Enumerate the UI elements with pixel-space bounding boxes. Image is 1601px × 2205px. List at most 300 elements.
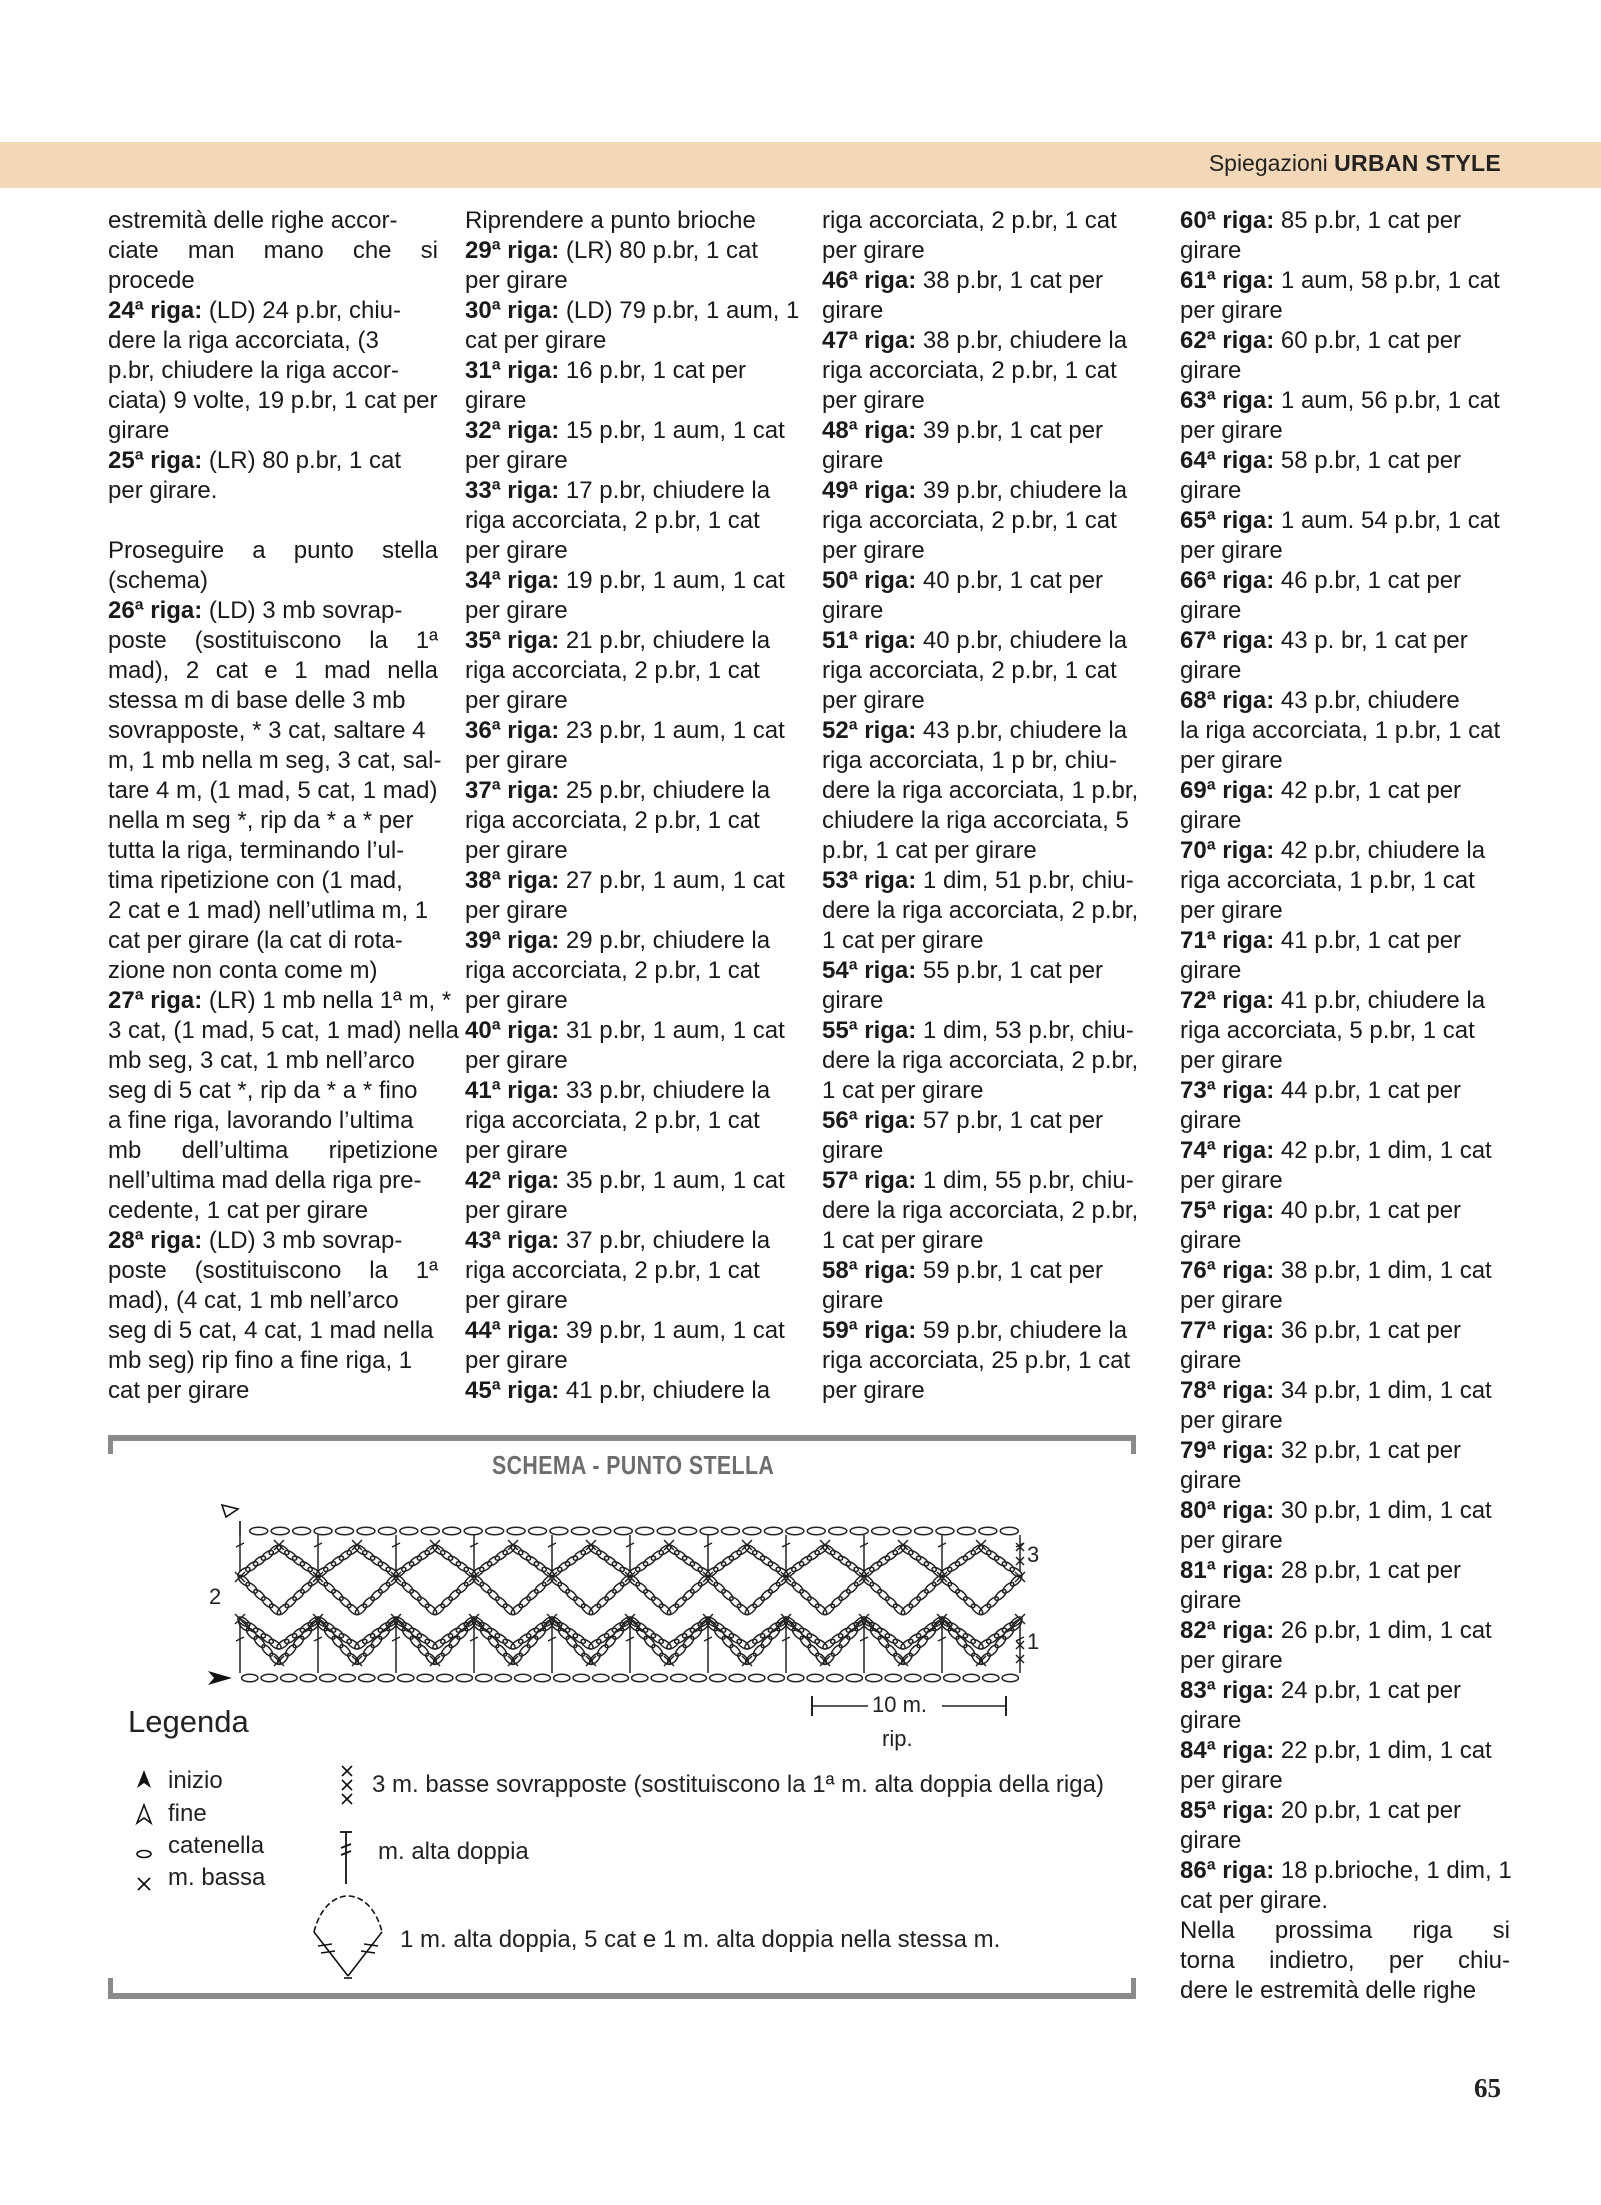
chain-stitch [244, 1581, 259, 1595]
row-number: 80ª riga: [1180, 1497, 1275, 1524]
chain-stitch [439, 1595, 454, 1609]
chain-stitch [884, 1549, 899, 1562]
line-text: girare [822, 597, 884, 624]
chain-stitch [827, 1674, 843, 1682]
chain-stitch [408, 1588, 423, 1602]
line-text: cedente, 1 cat per girare [108, 1197, 369, 1224]
text-line [1180, 1736, 1510, 1766]
chain-stitch [767, 1581, 782, 1595]
chain-stitch [681, 1554, 696, 1567]
row-number: 81ª riga: [1180, 1557, 1275, 1584]
legend-three-sc: 3 m. basse sovrapposte (sostituiscono la 1ª m. alta doppia della riga) [372, 1771, 1104, 1798]
text-line [108, 1346, 438, 1376]
chain-stitch [338, 1595, 353, 1609]
line-text: cat per girare [465, 327, 607, 354]
chain-stitch [936, 1527, 954, 1535]
line-text: 39 p.br, 1 aum, 1 cat [559, 1317, 785, 1344]
chain-stitch [915, 1554, 930, 1567]
text-line [1180, 1586, 1510, 1616]
text-line [465, 296, 800, 326]
line-text: riga accorciata, 25 p.br, 1 cat [822, 1347, 1131, 1374]
chain-stitch [954, 1554, 969, 1567]
chain-stitch [357, 1527, 375, 1535]
text-line [108, 1016, 459, 1046]
chain-stitch [494, 1632, 509, 1645]
text-line [1180, 1076, 1510, 1106]
text-line [1180, 626, 1510, 656]
line-text: girare [1180, 1467, 1242, 1494]
text-line [465, 1286, 795, 1316]
chain-stitch [759, 1554, 774, 1567]
chain-stitch [907, 1549, 922, 1562]
row-number: 30ª riga: [465, 297, 560, 324]
line-text: 18 p.brioche, 1 dim, 1 [1274, 1857, 1512, 1884]
text-line [465, 1196, 795, 1226]
row-number: 65ª riga: [1180, 507, 1275, 534]
chain-stitch [261, 1674, 277, 1682]
end-marker [222, 1505, 238, 1517]
line-text: per girare. [108, 477, 218, 504]
text-line [108, 416, 438, 446]
line-text: girare [822, 447, 884, 474]
chain-stitch [354, 1602, 369, 1616]
text-line [822, 1346, 1152, 1376]
text-line [465, 1166, 795, 1196]
text-line [822, 1016, 1152, 1046]
row-number: 75ª riga: [1180, 1197, 1275, 1224]
row-number: 29ª riga: [465, 237, 560, 264]
line-text: (LR) 1 mb nella 1ª m, * [202, 987, 452, 1014]
chain-stitch [837, 1588, 852, 1602]
text-line [1180, 836, 1510, 866]
text-line [108, 236, 438, 266]
line-text: poste (sostituiscono la 1ª [108, 1257, 438, 1284]
line-text: 1 cat per girare [822, 1227, 984, 1254]
row-number: 83ª riga: [1180, 1677, 1275, 1704]
chain-stitch [439, 1549, 454, 1562]
line-text: per girare [1180, 1287, 1283, 1314]
chain-stitch [283, 1595, 298, 1609]
text-line [1180, 1616, 1510, 1646]
three-sc-icon [338, 1762, 358, 1812]
line-text: procede [108, 267, 195, 294]
chain-stitch [728, 1595, 743, 1609]
line-text: per girare [465, 1287, 568, 1314]
line-text: per girare [822, 237, 925, 264]
chain-stitch [456, 1674, 472, 1682]
chain-stitch [829, 1632, 844, 1645]
line-text: per girare [1180, 1047, 1283, 1074]
chain-stitch [900, 1602, 915, 1616]
chain-stitch [681, 1588, 696, 1602]
text-line [108, 536, 438, 566]
text-line [108, 596, 438, 626]
line-text: Proseguire a punto stella [108, 537, 438, 564]
chain-stitch [829, 1595, 844, 1609]
chain-stitch [1002, 1674, 1018, 1682]
chain-stitch [250, 1527, 268, 1535]
chain-stitch [564, 1554, 579, 1567]
text-line [822, 476, 1152, 506]
line-text: 26 p.br, 1 dim, 1 cat [1274, 1617, 1492, 1644]
chain-stitch [495, 1674, 511, 1682]
line-text: 57 p.br, 1 cat per [916, 1107, 1104, 1134]
line-text: 40 p.br, 1 cat per [1274, 1197, 1462, 1224]
row-number: 51ª riga: [822, 627, 917, 654]
legend-chain: catenella [168, 1832, 265, 1859]
row-number: 45ª riga: [465, 1377, 560, 1404]
chain-stitch [743, 1527, 761, 1535]
chain-stitch [924, 1674, 940, 1682]
line-text: per girare [465, 267, 568, 294]
chain-stitch [798, 1554, 813, 1567]
text-line [465, 1346, 795, 1376]
chain-stitch [260, 1595, 275, 1609]
chain-stitch [914, 1527, 932, 1535]
text-line [1180, 1496, 1510, 1526]
line-text: 25 p.br, chiudere la [559, 777, 771, 804]
line-text: seg di 5 cat *, rip da * a * fino [108, 1077, 418, 1104]
row-number: 43ª riga: [465, 1227, 560, 1254]
chain-stitch [464, 1527, 482, 1535]
text-line [108, 806, 438, 836]
row-number: 44ª riga: [465, 1317, 560, 1344]
row-number: 47ª riga: [822, 327, 917, 354]
chain-stitch [486, 1554, 501, 1567]
row-number: 85ª riga: [1180, 1797, 1275, 1824]
line-text: p.br, 1 cat per girare [822, 837, 1037, 864]
line-text: riga accorciata, 2 p.br, 1 cat [822, 207, 1117, 234]
text-line [108, 1046, 438, 1076]
row-number: 38ª riga: [465, 867, 560, 894]
text-line [822, 536, 1152, 566]
chain-stitch [788, 1674, 804, 1682]
line-text: girare [1180, 357, 1242, 384]
row-number: 39ª riga: [465, 927, 560, 954]
text-line [465, 626, 795, 656]
chain-stitch [517, 1595, 532, 1609]
chain-stitch [650, 1549, 665, 1562]
text-line [822, 326, 1152, 356]
line-text: girare [822, 297, 884, 324]
chain-stitch [400, 1581, 415, 1595]
chain-stitch [954, 1588, 969, 1602]
chain-stitch [807, 1674, 823, 1682]
chain-stitch [416, 1595, 431, 1609]
chain-stitch [790, 1581, 805, 1595]
chain-stitch [979, 1527, 997, 1535]
chain-stitch [421, 1527, 439, 1535]
text-line [108, 356, 438, 386]
chain-stitch [866, 1674, 882, 1682]
repeat-sub-label: rip. [882, 1726, 913, 1751]
row-number: 54ª riga: [822, 957, 917, 984]
chain-stitch [533, 1581, 548, 1595]
row-number: 60ª riga: [1180, 207, 1275, 234]
chain-stitch [845, 1560, 860, 1573]
chain-stitch [437, 1674, 453, 1682]
line-text: a fine riga, lavorando l’ultima [108, 1107, 414, 1134]
chain-stitch [673, 1549, 688, 1562]
text-line [108, 686, 438, 716]
line-text: girare [1180, 597, 1242, 624]
line-text: (LR) 80 p.br, 1 cat [559, 237, 759, 264]
text-line [1180, 1826, 1510, 1856]
chain-stitch [554, 1674, 570, 1682]
line-text: 42 p.br, 1 dim, 1 cat [1274, 1137, 1492, 1164]
line-text: riga accorciata, 2 p.br, 1 cat [822, 357, 1117, 384]
chain-stitch [447, 1554, 462, 1567]
chain-stitch [260, 1549, 275, 1562]
line-text: riga accorciata, 2 p.br, 1 cat [465, 1257, 760, 1284]
chain-stitch [673, 1595, 688, 1609]
text-line [108, 476, 438, 506]
chain-stitch [768, 1674, 784, 1682]
line-text: cat per girare (la cat di rota- [108, 927, 403, 954]
chain-stitch [868, 1560, 883, 1573]
text-line [465, 1376, 795, 1406]
line-text: 20 p.br, 1 cat per [1274, 1797, 1462, 1824]
line-text: chiudere la riga accorciata, 5 [822, 807, 1129, 834]
line-text: 21 p.br, chiudere la [559, 627, 771, 654]
text-line [1180, 1946, 1510, 1976]
text-line [1180, 896, 1510, 926]
chain-stitch [846, 1674, 862, 1682]
text-line [465, 506, 795, 536]
text-line [108, 1136, 438, 1166]
chain-stitch [978, 1602, 993, 1616]
line-text: per girare [822, 537, 925, 564]
chain-stitch [749, 1674, 765, 1682]
text-line [822, 1136, 1152, 1166]
chain-stitch [515, 1674, 531, 1682]
text-line [1180, 566, 1510, 596]
text-line [465, 386, 795, 416]
line-text: 28 p.br, 1 cat per [1274, 1557, 1462, 1584]
chain-stitch [603, 1554, 618, 1567]
line-text: per girare [822, 687, 925, 714]
chain-stitch [283, 1632, 298, 1645]
text-line [108, 1076, 438, 1106]
text-line [1180, 1286, 1510, 1316]
line-text: girare [1180, 807, 1242, 834]
chain-stitch [291, 1554, 306, 1567]
chain-stitch [595, 1549, 610, 1562]
line-text: estremità delle righe accor- [108, 207, 398, 234]
chain-stitch [252, 1588, 267, 1602]
line-text: 31 p.br, 1 aum, 1 cat [559, 1017, 785, 1044]
chain-stitch [556, 1581, 571, 1595]
line-text: 43 p.br, chiudere la [916, 717, 1128, 744]
line-text: 1 aum, 56 p.br, 1 cat [1274, 387, 1500, 414]
text-line [1180, 686, 1510, 716]
row-number: 62ª riga: [1180, 327, 1275, 354]
row-number: 70ª riga: [1180, 837, 1275, 864]
row-number: 58ª riga: [822, 1257, 917, 1284]
chain-stitch [944, 1674, 960, 1682]
chain-stitch [983, 1674, 999, 1682]
chain-stitch [957, 1527, 975, 1535]
line-text: girare [465, 387, 527, 414]
line-text: girare [1180, 1827, 1242, 1854]
line-text: 41 p.br, chiudere la [559, 1377, 771, 1404]
chain-stitch [611, 1560, 626, 1573]
paragraph-gap [108, 506, 438, 536]
chain-stitch [907, 1595, 922, 1609]
chain-stitch [369, 1554, 384, 1567]
chain-stitch [666, 1602, 681, 1616]
chain-stitch [700, 1527, 718, 1535]
text-line [1180, 1436, 1510, 1466]
row-number: 64ª riga: [1180, 447, 1275, 474]
line-text: riga accorciata, 2 p.br, 1 cat [465, 807, 760, 834]
chain-stitch [786, 1527, 804, 1535]
chain-stitch [494, 1549, 509, 1562]
chain-icon [137, 1851, 151, 1858]
line-text: 39 p.br, 1 cat per [916, 417, 1104, 444]
text-line [108, 956, 438, 986]
chain-stitch [534, 1674, 550, 1682]
legend-start: inizio [168, 1767, 223, 1794]
running-header [1209, 150, 1501, 177]
line-text: per girare [1180, 537, 1283, 564]
line-text: 38 p.br, chiudere la [916, 327, 1128, 354]
text-line [465, 926, 795, 956]
chain-stitch [476, 1674, 492, 1682]
chain-stitch [525, 1588, 540, 1602]
text-line [465, 1046, 795, 1076]
text-line [108, 1376, 438, 1406]
line-text: riga accorciata, 2 p.br, 1 cat [465, 1107, 760, 1134]
text-line [822, 596, 1152, 626]
text-line [465, 896, 795, 926]
line-text: girare [1180, 237, 1242, 264]
line-text: per girare [465, 597, 568, 624]
row-number: 50ª riga: [822, 567, 917, 594]
line-text: 44 p.br, 1 cat per [1274, 1077, 1462, 1104]
line-text: sovrapposte, * 3 cat, saltare 4 [108, 717, 426, 744]
line-text: per girare [465, 1047, 568, 1074]
chain-stitch [679, 1527, 697, 1535]
chain-stitch [845, 1581, 860, 1595]
line-text: 23 p.br, 1 aum, 1 cat [559, 717, 785, 744]
row-number: 40ª riga: [465, 1017, 560, 1044]
row-number: 59ª riga: [822, 1317, 917, 1344]
chain-stitch [963, 1674, 979, 1682]
chain-stitch [1001, 1581, 1016, 1595]
line-text: per girare [465, 447, 568, 474]
row-number: 56ª riga: [822, 1107, 917, 1134]
chain-stitch [806, 1549, 821, 1562]
chain-stitch [822, 1602, 837, 1616]
text-line [108, 986, 452, 1016]
page-number: 65 [1474, 2073, 1501, 2103]
chain-stitch [252, 1554, 267, 1567]
chain-stitch [447, 1588, 462, 1602]
line-text: 35 p.br, 1 aum, 1 cat [559, 1167, 785, 1194]
line-text: per girare [465, 1137, 568, 1164]
line-text: girare [1180, 1707, 1242, 1734]
row-label-1: 1 [1027, 1629, 1040, 1654]
line-text: mad), 2 cat e 1 mad nella [108, 657, 438, 684]
line-text: 37 p.br, chiudere la [559, 1227, 771, 1254]
line-text: stessa m di base delle 3 mb [108, 687, 406, 714]
line-text: mb dell’ultima ripetizione [108, 1137, 438, 1164]
line-text: 3 cat, (1 mad, 5 cat, 1 mad) nella [108, 1017, 459, 1044]
chain-stitch [398, 1674, 414, 1682]
chain-stitch [962, 1632, 977, 1645]
chain-stitch [478, 1581, 493, 1595]
start-icon [137, 1770, 151, 1788]
chain-stitch [962, 1549, 977, 1562]
text-line [822, 416, 1152, 446]
line-text: 42 p.br, chiudere la [1274, 837, 1486, 864]
text-line [1180, 506, 1510, 536]
chain-stitch [673, 1632, 688, 1645]
chain-stitch [517, 1549, 532, 1562]
line-text: dere la riga accorciata, 2 p.br, [822, 1197, 1139, 1224]
line-text: per girare [1180, 1647, 1283, 1674]
row-number: 36ª riga: [465, 717, 560, 744]
line-text: per girare [465, 687, 568, 714]
chain-stitch [612, 1674, 628, 1682]
chain-stitch [322, 1560, 337, 1573]
line-text: 1 aum. 54 p.br, 1 cat [1274, 507, 1500, 534]
chain-stitch [985, 1549, 1000, 1562]
text-line [1180, 1016, 1510, 1046]
text-line [108, 776, 438, 806]
text-line [108, 1286, 438, 1316]
line-text: per girare [1180, 1767, 1283, 1794]
chain-stitch [806, 1632, 821, 1645]
chain-stitch [571, 1527, 589, 1535]
chain-stitch [517, 1632, 532, 1645]
line-text: 41 p.br, 1 cat per [1274, 927, 1462, 954]
row-number: 72ª riga: [1180, 987, 1275, 1014]
text-line [1180, 1526, 1510, 1556]
text-line [822, 266, 1152, 296]
text-line [465, 1316, 795, 1346]
line-text: 59 p.br, chiudere la [916, 1317, 1128, 1344]
line-text: torna indietro, per chiu- [1180, 1947, 1510, 1974]
row-number: 46ª riga: [822, 267, 917, 294]
line-text: ciata) 9 volte, 19 p.br, 1 cat per [108, 387, 438, 414]
line-text: (schema) [108, 567, 209, 594]
chain-stitch [378, 1674, 394, 1682]
text-line [108, 386, 438, 416]
chain-stitch [807, 1527, 825, 1535]
text-line [108, 836, 438, 866]
row-number: 32ª riga: [465, 417, 560, 444]
text-line [822, 566, 1152, 596]
chain-stitch [712, 1581, 727, 1595]
chain-stitch [593, 1674, 609, 1682]
line-text: dere la riga accorciata, 2 p.br, [822, 1047, 1139, 1074]
line-text: tutta la riga, terminando l’ul- [108, 837, 405, 864]
line-text: 46 p.br, 1 cat per [1274, 567, 1462, 594]
text-line [822, 866, 1152, 896]
text-column-4 [1180, 206, 1510, 2006]
line-text: 27 p.br, 1 aum, 1 cat [559, 867, 785, 894]
legend-dc: m. alta doppia [378, 1838, 529, 1865]
line-text: 41 p.br, chiudere la [1274, 987, 1486, 1014]
sc-icon [138, 1878, 150, 1890]
line-text: dere le estremità delle righe [1180, 1977, 1477, 2004]
text-line [822, 1256, 1152, 1286]
text-line [822, 1046, 1152, 1076]
line-text: girare [1180, 657, 1242, 684]
chain-stitch [528, 1527, 546, 1535]
